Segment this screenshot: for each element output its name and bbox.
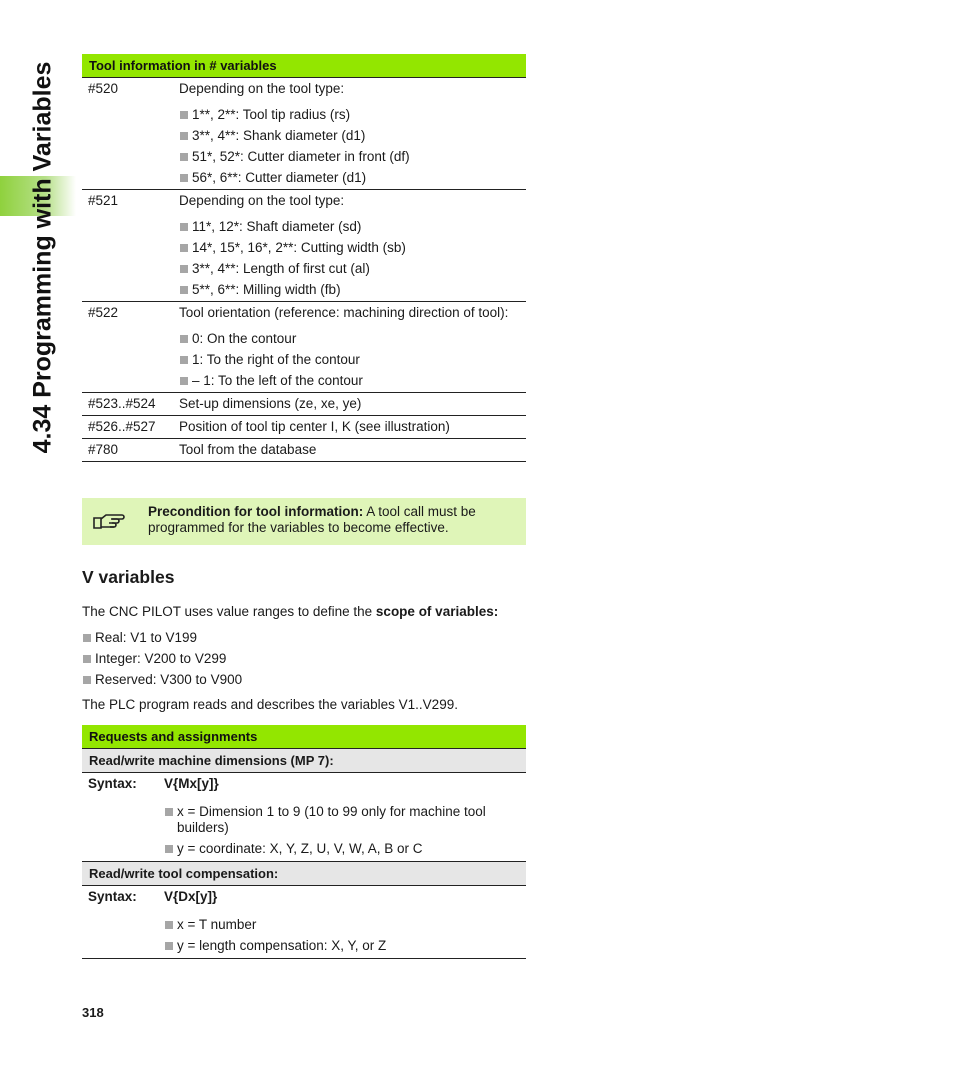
list-item: 3**, 4**: Shank diameter (d1) bbox=[179, 128, 520, 144]
table-row bbox=[82, 393, 526, 416]
row-description: Set-up dimensions (ze, xe, ye) bbox=[179, 396, 362, 411]
note-text bbox=[148, 504, 518, 536]
syntax-value: V{Mx[y]} bbox=[164, 776, 219, 791]
row-description: Position of tool tip center I, K (see illustration) bbox=[179, 419, 450, 434]
table-row bbox=[82, 302, 526, 393]
syntax-value: V{Dx[y]} bbox=[164, 889, 218, 904]
table-row bbox=[82, 416, 526, 439]
row-description: Depending on the tool type: bbox=[179, 81, 345, 96]
tool-info-table bbox=[82, 54, 526, 462]
note-bold: Precondition for tool information: bbox=[148, 504, 364, 519]
row-description: Tool from the database bbox=[179, 442, 317, 457]
syntax-label: Syntax: bbox=[88, 889, 137, 904]
variable-key: #522 bbox=[88, 305, 119, 320]
syntax-row bbox=[82, 886, 526, 959]
list-item: – 1: To the left of the contour bbox=[179, 373, 520, 389]
list-item: 1**, 2**: Tool tip radius (rs) bbox=[179, 107, 520, 123]
table-header: Tool information in # variables bbox=[82, 54, 526, 78]
list-item: 5**, 6**: Milling width (fb) bbox=[179, 282, 520, 298]
list-item: 51*, 52*: Cutter diameter in front (df) bbox=[179, 149, 520, 165]
row-description: Tool orientation (reference: machining direction of tool): bbox=[179, 305, 509, 320]
list-item: y = length compensation: X, Y, or Z bbox=[164, 938, 520, 954]
list-item: 11*, 12*: Shaft diameter (sd) bbox=[179, 219, 520, 235]
table-row bbox=[82, 439, 526, 462]
list-item: 3**, 4**: Length of first cut (al) bbox=[179, 261, 520, 277]
variable-key: #523..#524 bbox=[88, 396, 156, 411]
list-item: x = T number bbox=[164, 917, 520, 933]
precondition-note bbox=[82, 498, 526, 545]
table-subheader: Read/write tool compensation: bbox=[82, 862, 526, 886]
list-item: Reserved: V300 to V900 bbox=[82, 672, 242, 688]
page-number: 318 bbox=[82, 1005, 104, 1020]
variable-key: #520 bbox=[88, 81, 119, 96]
list-item: 56*, 6**: Cutter diameter (d1) bbox=[179, 170, 520, 186]
table-row bbox=[82, 78, 526, 190]
list-item: 0: On the contour bbox=[179, 331, 520, 347]
list-item: y = coordinate: X, Y, Z, U, V, W, A, B or C bbox=[164, 841, 520, 857]
list-item: x = Dimension 1 to 9 (10 to 99 only for machine tool builders) bbox=[164, 804, 520, 836]
table-subheader: Read/write machine dimensions (MP 7): bbox=[82, 749, 526, 773]
list-item: 1: To the right of the contour bbox=[179, 352, 520, 368]
variable-key: #780 bbox=[88, 442, 119, 457]
intro-paragraph bbox=[82, 604, 498, 620]
section-title-vertical bbox=[22, 52, 64, 462]
requests-table bbox=[82, 725, 526, 959]
list-item: 14*, 15*, 16*, 2**: Cutting width (sb) bbox=[179, 240, 520, 256]
intro-bold: scope of variables: bbox=[375, 604, 499, 619]
list-item: Real: V1 to V199 bbox=[82, 630, 197, 646]
intro-text: The CNC PILOT uses value ranges to define the bbox=[82, 604, 376, 619]
row-description: Depending on the tool type: bbox=[179, 193, 345, 208]
table-row bbox=[82, 190, 526, 302]
note-body: A tool call must be programmed for the variables to become effective. bbox=[148, 504, 476, 535]
section-heading: V variables bbox=[82, 567, 175, 587]
syntax-row bbox=[82, 773, 526, 862]
variable-key: #521 bbox=[88, 193, 119, 208]
plc-paragraph: The PLC program reads and describes the variables V1..V299. bbox=[82, 697, 458, 712]
variable-key: #526..#527 bbox=[88, 419, 156, 434]
table-header: Requests and assignments bbox=[82, 725, 526, 749]
pointing-hand-icon bbox=[92, 507, 126, 533]
list-item: Integer: V200 to V299 bbox=[82, 651, 226, 667]
syntax-label: Syntax: bbox=[88, 776, 137, 791]
section-title-text: 4.34 Programming with Variables bbox=[28, 61, 57, 453]
